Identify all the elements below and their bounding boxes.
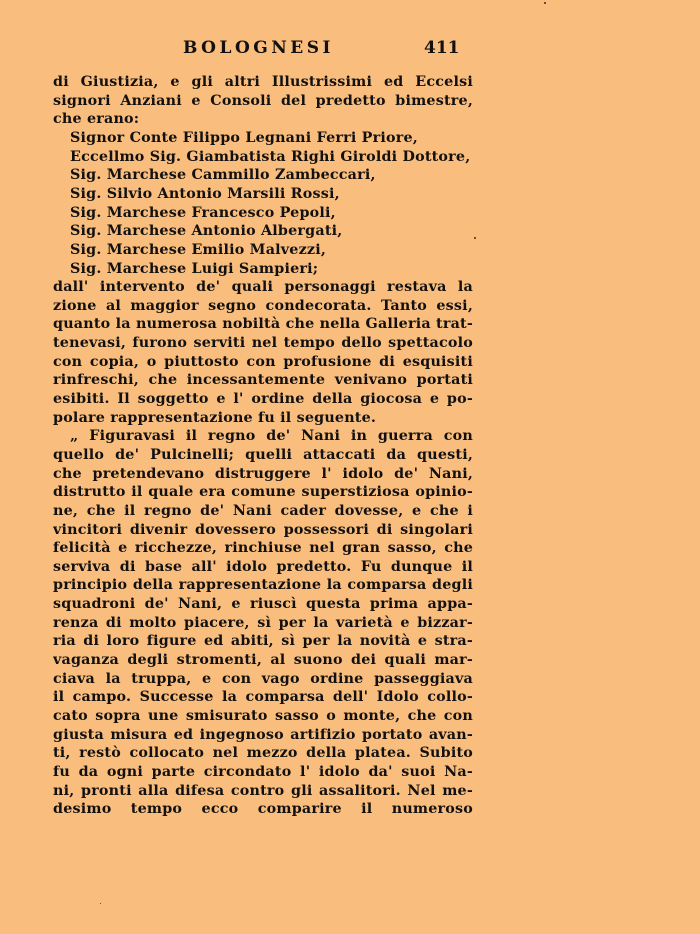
- text-line: distrutto il quale era comune superstiziosa opinio-: [53, 484, 473, 501]
- paragraph-two: [53, 427, 473, 818]
- paragraph-one: [53, 278, 473, 427]
- official-name: Sig. Marchese Luigi Sampieri;: [70, 260, 319, 277]
- text-line: quello de' Pulcinelli; quelli attaccati da questi,: [53, 446, 473, 463]
- official-name: Signor Conte Filippo Legnani Ferri Priore,: [70, 129, 418, 146]
- text-line: il campo. Successe la comparsa dell' Idolo collo-: [53, 689, 473, 706]
- text-line: dall' intervento de' quali personaggi restava la: [53, 279, 473, 296]
- text-line: renza di molto piacere, sì per la varietà e bizzar-: [53, 614, 473, 631]
- text-line: ria di loro figure ed abiti, sì per la novità e stra-: [53, 633, 473, 650]
- text-line: rinfreschi, che incessantemente venivano portati: [53, 372, 473, 389]
- text-line: cato sopra une smisurato sasso o monte, che con: [53, 707, 473, 724]
- text-line: esibiti. Il soggetto e l' ordine della giocosa e po-: [53, 391, 473, 408]
- text-line: fu da ogni parte circondato l' idolo da' suoi Na-: [53, 763, 473, 780]
- text-line: vaganza degli stromenti, al suono dei quali mar-: [53, 652, 473, 669]
- text-line: polare rappresentazione fu il seguente.: [53, 409, 377, 426]
- official-name: Sig. Marchese Antonio Albergati,: [70, 223, 343, 240]
- text-line: giusta misura ed ingegnoso artifizio portato avan-: [53, 726, 473, 743]
- text-line: quanto la numerosa nobiltà che nella Galleria trat-: [53, 316, 473, 333]
- text-line: „ Figuravasi il regno de' Nani in guerra con: [70, 428, 473, 445]
- text-line: tenevasi, furono serviti nel tempo dello spettacolo: [53, 335, 473, 352]
- text-line: principio della rappresentazione la comparsa degli: [53, 577, 473, 594]
- text-line: ti, restò collocato nel mezzo della platea. Subito: [53, 745, 473, 762]
- ink-speck: [474, 237, 476, 239]
- text-line: desimo tempo ecco comparire il numeroso: [53, 801, 473, 818]
- text-line: serviva di base all' idolo predetto. Fu dunque il: [53, 558, 473, 575]
- text-line: vincitori divenir dovessero possessori di singolari: [53, 521, 473, 538]
- ink-speck: [544, 2, 546, 4]
- official-name: Sig. Marchese Francesco Pepoli,: [70, 204, 336, 221]
- text-line: signori Anziani e Consoli del predetto bimestre,: [53, 92, 473, 109]
- text-line: squadroni de' Nani, e riuscì questa prima appa-: [53, 596, 473, 613]
- page-number: 411: [424, 38, 460, 58]
- text-line: che pretendevano distruggere l' idolo de' Nani,: [53, 465, 473, 482]
- official-name: Sig. Marchese Cammillo Zambeccari,: [70, 167, 376, 184]
- text-line: che erano:: [53, 111, 140, 128]
- official-name: Sig. Marchese Emilio Malvezzi,: [70, 241, 327, 258]
- text-line: felicità e ricchezze, rinchiuse nel gran sasso, che: [53, 540, 473, 557]
- text-line: di Giustizia, e gli altri Illustrissimi ed Eccelsi: [53, 74, 473, 90]
- text-line: ni, pronti alla difesa contro gli assalitori. Nel me-: [53, 782, 473, 799]
- text-line: ne, che il regno de' Nani cader dovesse, e che i: [53, 502, 473, 519]
- text-line: ciava la truppa, e con vago ordine passeggiava: [53, 670, 473, 687]
- officials-list: [53, 129, 473, 278]
- official-name: Sig. Silvio Antonio Marsili Rossi,: [70, 185, 340, 202]
- page-body-text: [53, 73, 473, 819]
- ink-speck: [100, 903, 101, 904]
- official-name: Eccellmo Sig. Giambatista Righi Giroldi Dottore,: [70, 148, 471, 165]
- running-title: BOLOGNESI: [183, 38, 334, 58]
- text-line: zione al maggior segno condecorata. Tanto essi,: [53, 297, 473, 314]
- text-line: con copia, o piuttosto con profusione di esquisiti: [53, 353, 473, 370]
